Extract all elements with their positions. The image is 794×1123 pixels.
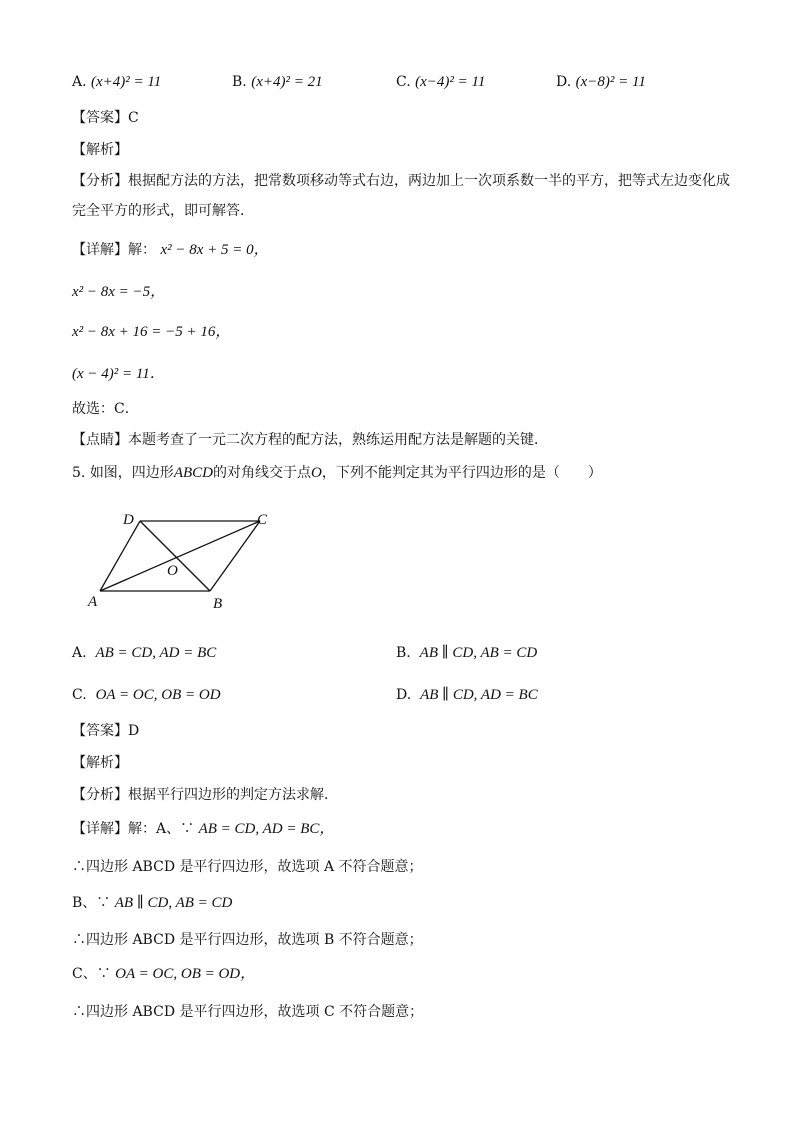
option-letter: D. [556,74,572,90]
q5-detail-b [72,893,232,913]
detail-label: B、∵ [72,895,111,911]
edge-da [100,521,140,591]
label-a: A [88,594,98,610]
detail-expr: AB ∥ CD, AB = CD [114,895,233,911]
option-expr: (x−4)² = 11 [415,74,486,90]
stem-math: O [310,465,322,481]
option-letter: A. [72,645,87,661]
q5-conclusion-c: ∴四边形 ABCD 是平行四边形，故选项 C 不符合题意； [72,1004,424,1020]
q5-conclusion-a: ∴四边形 ABCD 是平行四边形，故选项 A 不符合题意； [72,859,423,875]
q4-jiexi: 【解析】 [72,142,128,158]
label-d: D [123,512,134,528]
option-letter: B. [232,74,247,90]
q5-answer: 【答案】D [72,723,140,739]
detail-expr: OA = OC, OB = OD， [115,966,256,982]
option-expr: (x+4)² = 11 [91,74,162,90]
q4-step-1 [72,282,165,302]
step-expr: x² − 8x = −5， [72,284,166,300]
step-expr: (x − 4)² = 11． [72,366,165,382]
q4-answer: 【答案】C [72,110,139,126]
q4-option-c [396,72,485,92]
q5-detail-c [72,964,255,984]
question-number: 5. [72,465,86,481]
q5-option-a [72,643,216,663]
diagonal-bd [140,521,210,591]
detail-label: C、∵ [72,966,111,982]
q4-detail [72,240,269,260]
q5-stem [72,463,602,483]
label-b: B [213,596,223,612]
option-expr: (x−8)² = 11 [575,74,646,90]
detail-equation: x² − 8x + 5 = 0， [160,242,269,258]
option-letter: A. [72,74,87,90]
q4-step-2 [72,322,230,342]
q5-option-b [396,643,537,663]
q4-option-d [556,72,646,92]
detail-expr: AB = CD, AD = BC， [198,821,335,837]
q5-option-d [396,685,538,705]
stem-math: ABCD [173,465,213,481]
q5-option-c [72,685,221,705]
q5-analysis: 【分析】根据平行四边形的判定方法求解． [72,787,338,803]
stem-text: ，下列不能判定其为平行四边形的是（ ） [321,465,602,481]
q5-jiexi: 【解析】 [72,755,128,771]
option-letter: D. [396,687,412,703]
q5-conclusion-b: ∴四边形 ABCD 是平行四边形，故选项 B 不符合题意； [72,932,423,948]
option-expr: OA = OC, OB = OD [95,687,221,703]
parallelogram-figure [80,505,290,620]
q4-option-a [72,72,161,92]
step-expr: x² − 8x + 16 = −5 + 16， [72,324,231,340]
option-expr: AB ∥ CD, AB = CD [419,645,538,661]
q4-choose: 故选：C． [72,401,139,417]
q5-detail-a [72,819,334,839]
diagonal-ac [100,521,260,591]
option-expr: AB ∥ CD, AD = BC [420,687,538,703]
q4-step-3 [72,364,165,384]
detail-label: 【详解】解： [72,242,156,258]
q4-option-b [232,72,323,92]
label-o: O [167,563,178,579]
q4-analysis: 【分析】根据配方法的方法，把常数项移动等式右边，两边加上一次项系数一半的平方，把等式左边变化成完全平方的形式，即可解答． [72,173,730,219]
stem-text: 的对角线交于点 [212,465,311,481]
option-expr: AB = CD, AD = BC [95,645,217,661]
option-letter: C. [396,74,411,90]
option-letter: C. [72,687,87,703]
option-expr: (x+4)² = 21 [251,74,323,90]
detail-label: 【详解】解：A、∵ [72,821,195,837]
stem-text: 如图，四边形 [89,465,174,481]
q4-comment: 【点睛】本题考查了一元二次方程的配方法，熟练运用配方法是解题的关键． [72,432,548,448]
label-c: C [257,512,268,528]
option-letter: B. [396,645,411,661]
